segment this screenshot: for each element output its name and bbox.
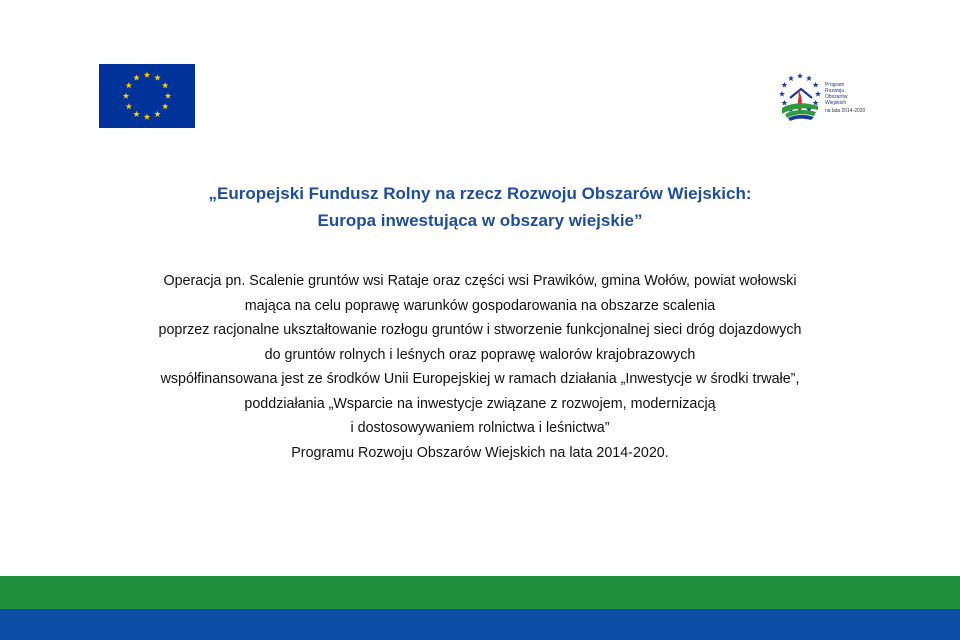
- prow-logo-icon: [776, 68, 824, 124]
- body-line-8: Programu Rozwoju Obszarów Wiejskich na lata 2014-2020.: [291, 444, 669, 461]
- footer-stripe-green: [0, 576, 960, 609]
- body-line-3: poprzez racjonalne ukształtowanie rozłogu gruntów i stworzenie funkcjonalnej sieci dróg dojazdowych: [158, 322, 802, 338]
- prow-star-icon: [779, 91, 785, 97]
- prow-line-3: Obszarów: [825, 94, 848, 100]
- prow-star-icon: [797, 73, 803, 79]
- prow-star-icon: [815, 91, 821, 97]
- prow-years: na lata 2014-2020: [825, 108, 866, 114]
- body-line-7: i dostosowywaniem rolnictwa i leśnictwa”: [350, 420, 610, 436]
- body-line-2: mająca na celu poprawę warunków gospodarowania na obszarze scalenia: [244, 297, 716, 314]
- prow-line-2: Rozwoju: [825, 88, 845, 94]
- operation-description: [0, 269, 960, 465]
- prow-line-4: Wiejskich: [825, 100, 847, 106]
- body-line-1: Operacja pn. Scalenie gruntów wsi Rataje oraz części wsi Prawików, gmina Wołów, powiat wołowski: [163, 273, 797, 289]
- footer-stripe-blue: [0, 609, 960, 640]
- prow-line-1: Program: [825, 82, 845, 88]
- prow-star-icon: [788, 75, 794, 81]
- prow-logo: [776, 68, 876, 124]
- prow-star-icon: [813, 82, 819, 88]
- headline: [0, 180, 960, 234]
- prow-logo-text: [825, 82, 865, 114]
- prow-star-icon: [806, 75, 812, 81]
- headline-line-2: Europa inwestująca w obszary wiejskie”: [317, 211, 643, 230]
- headline-line-1: „Europejski Fundusz Rolny na rzecz Rozwoju Obszarów Wiejskich:: [208, 184, 752, 203]
- body-line-6: poddziałania „Wsparcie na inwestycje związane z rozwojem, modernizacją: [244, 395, 716, 412]
- body-line-5: współfinansowana jest ze środków Unii Europejskiej w ramach działania „Inwestycje w środki trwałe”,: [160, 371, 800, 387]
- prow-star-icon: [781, 82, 787, 88]
- prow-star-icon: [781, 100, 787, 106]
- eu-flag-icon: [99, 64, 195, 128]
- body-line-4: do gruntów rolnych i leśnych oraz poprawę walorów krajobrazowych: [264, 346, 696, 363]
